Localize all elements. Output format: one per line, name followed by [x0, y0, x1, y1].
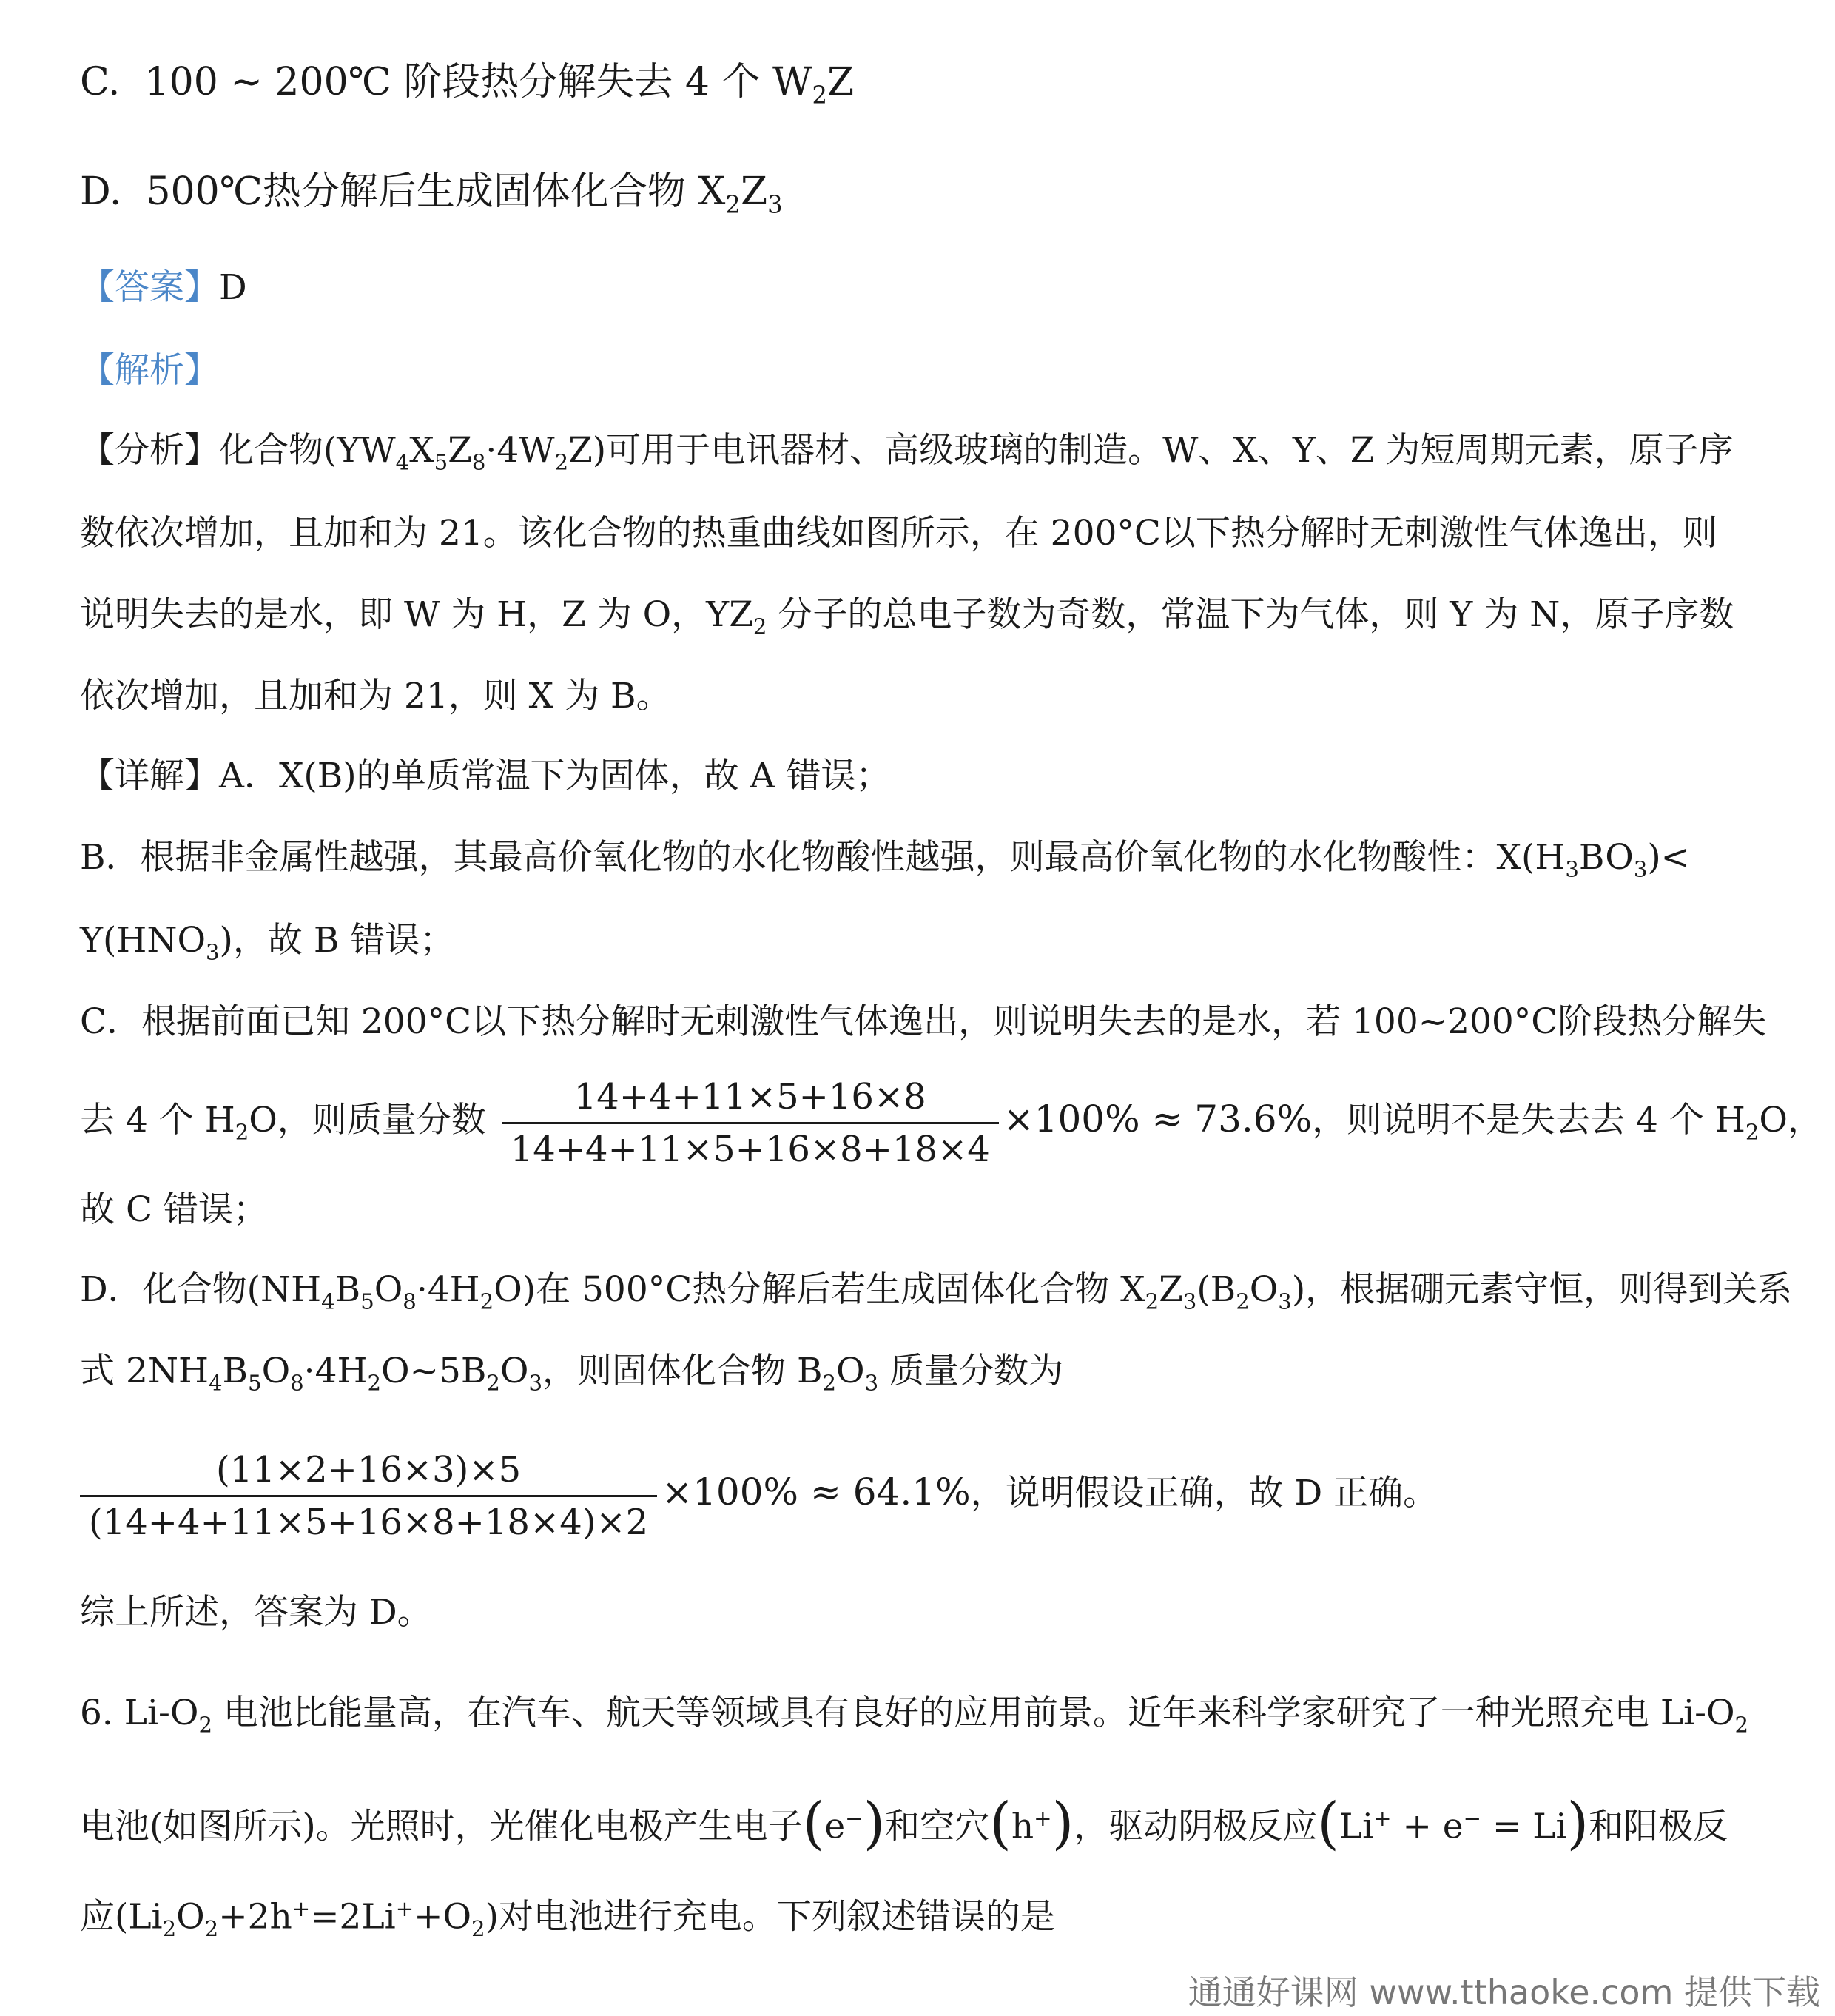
answer-value: D	[219, 267, 247, 308]
detail-line-c2: 去 4 个 $H_2O$，则质量分数 $\frac{14+4+11\times 5+16\times 8}{14+4+11\times 5+16\times 8+18\times 4}$ ×100% ≈ 73.6%，则说明不是失去去 4 个 $H_2O$，	[80, 1066, 1822, 1185]
fraction-denominator: 14+4+11×5+16×8+18×4	[510, 1128, 990, 1170]
detail-line-d1: D．化合物$(NH_4B_5O_8\cdot 4H_2O)$在 500°C热分解后若生成固体化合物 $X_2Z_3(B_2O_3)$，根据硼元素守恒，则得到关系	[80, 1269, 1793, 1314]
question-6-line-3: 应$(Li_2O_2+2h^+=2Li^++O_2)$对电池进行充电。下列叙述错误的是	[80, 1896, 1055, 1942]
detail-line-a: 【详解】A．X(B)的单质常温下为固体，故 A 错误；	[80, 756, 891, 796]
detail-line-d3: $\frac{(11\times 2+16\times 3)\times 5}{(14+4+11\times 5+16\times 8+18\times 4)\times 2}$ ×100% ≈ 64.1%，说明假设正确，故 D 正确。	[80, 1439, 1438, 1548]
fraction-numerator: 14+4+11×5+16×8	[502, 1072, 999, 1124]
analysis-line-1: 【分析】化合物$(YW_4X_5Z_8\cdot 4W_2Z)$可用于电讯器材、高级玻璃的制造。W、X、Y、Z 为短周期元素，原子序	[80, 430, 1734, 475]
watermark-footer: 通通好课网 www.tthaoke.com 提供下载	[1188, 1972, 1820, 2012]
option-d: D. 500℃热分解后生成固体化合物 $X_2Z_3$	[80, 169, 783, 219]
jiexi-heading: 【解析】	[80, 350, 219, 391]
detail-line-b2: $Y(HNO_3)$，故 B 错误；	[80, 920, 455, 965]
analysis-line-2: 数依次增加，且加和为 21。该化合物的热重曲线如图所示，在 200°C以下热分解时无刺激性气体逸出，则	[80, 513, 1717, 554]
detail-line-d2: 式 $2NH_4B_5O_8\cdot 4H_2O\sim 5B_2O_3$，则固体化合物 $B_2O_3$ 质量分数为	[80, 1351, 1064, 1396]
question-6-line-2: 电池(如图所示)。光照时，光催化电极产生电子(e−)和空穴(h+)，驱动阴极反应(Li+ + e− = Li)和阳极反	[80, 1790, 1728, 1856]
detail-line-c1: C．根据前面已知 200°C以下热分解时无刺激性气体逸出，则说明失去的是水，若 100~200°C阶段热分解失	[80, 1001, 1767, 1042]
fraction-numerator: (11×2+16×3)×5	[80, 1445, 657, 1497]
mass-fraction-d	[80, 1445, 657, 1548]
fraction-denominator: (14+4+11×5+16×8+18×4)×2	[89, 1501, 649, 1543]
mass-fraction-c	[502, 1072, 999, 1175]
detail-line-c3: 故 C 错误；	[80, 1189, 268, 1230]
option-c: C. 100 ~ 200℃ 阶段热分解失去 4 个 $W_2Z$	[80, 60, 855, 110]
summary-line: 综上所述，答案为 D。	[80, 1592, 432, 1633]
answer-line	[80, 265, 247, 311]
answer-mark: 【答案】	[80, 267, 219, 308]
analysis-line-4: 依次增加，且加和为 21，则 X 为 B。	[80, 676, 671, 716]
analysis-line-3: 说明失去的是水，即 W 为 H，Z 为 O，$YZ_2$ 分子的总电子数为奇数，常温下为气体，则 Y 为 N，原子序数	[80, 594, 1734, 639]
question-6-line-1: 6. $Li-O_2$ 电池比能量高，在汽车、航天等领域具有良好的应用前景。近年来科学家研究了一种光照充电 $Li-O_2$	[80, 1693, 1749, 1738]
detail-line-b1: B．根据非金属性越强，其最高价氧化物的水化物酸性越强，则最高价氧化物的水化物酸性：$X(H_3BO_3)<$	[80, 837, 1691, 882]
